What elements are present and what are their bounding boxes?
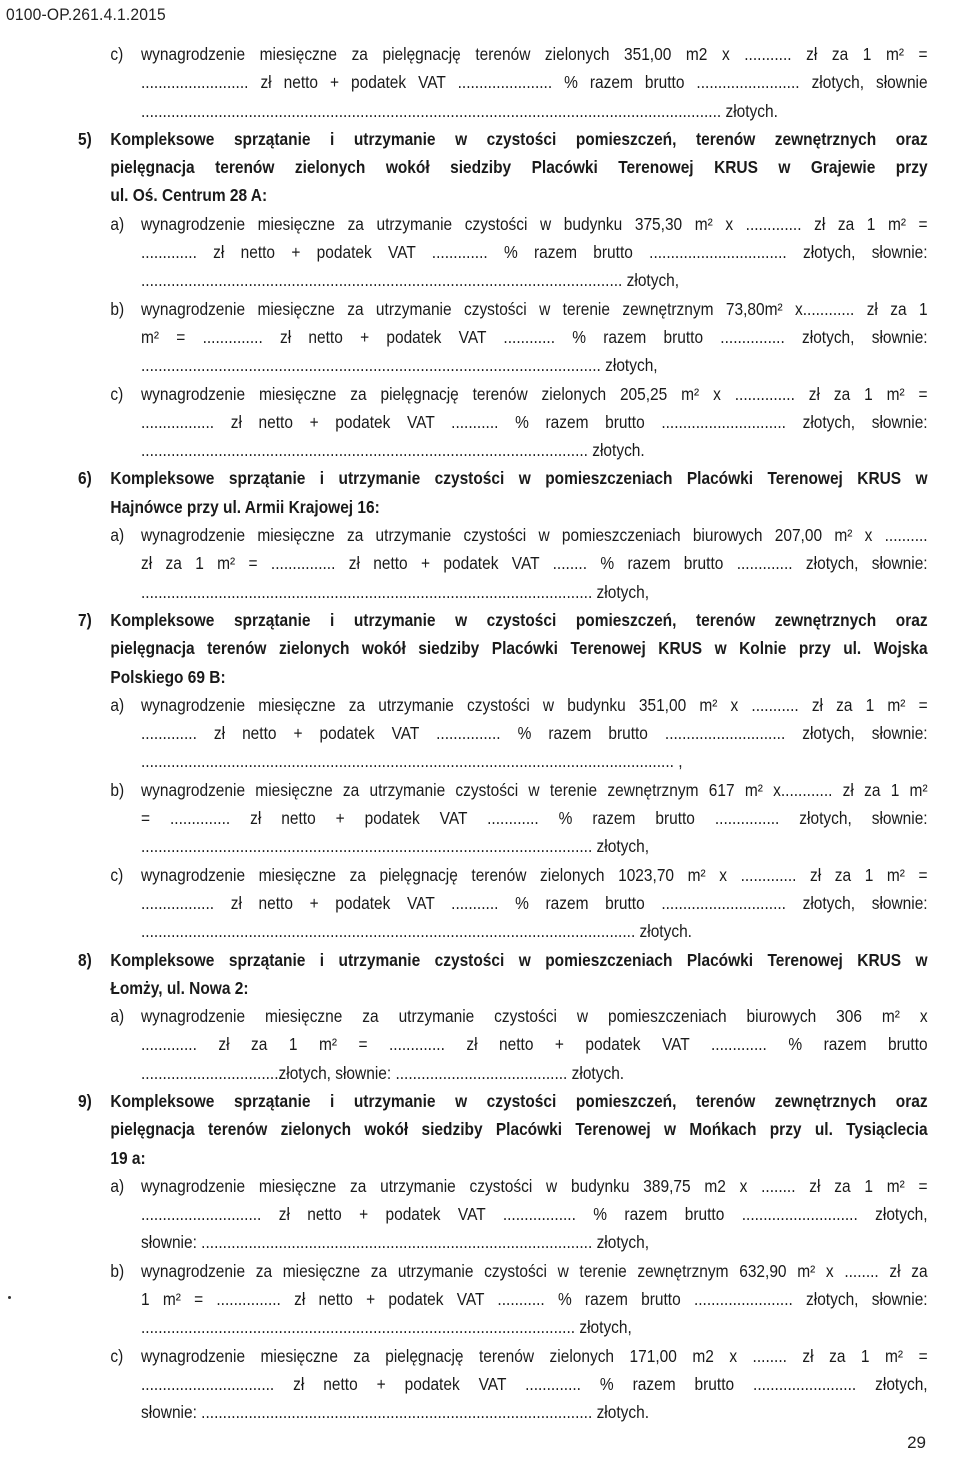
section-title-line: pielęgnacja terenów zielonych wokół siedziby Placówki Terenowej KRUS w Grajewie przy (110, 157, 928, 178)
sub-line: wynagrodzenie za miesięczne za utrzymanie czystości w terenie zewnętrznym 632,90 m² x ........ zł za (141, 1260, 928, 1281)
sub-item (110, 210, 927, 295)
section-title (110, 946, 927, 1003)
section-title-line: ul. Oś. Centrum 28 A: (110, 185, 268, 206)
sub-label: a) (110, 213, 125, 234)
sub-line: słownie: ........................................................................................... złotych. (141, 1402, 650, 1423)
sub-line: ......................................................................................................... złotych, (141, 581, 650, 602)
sub-line: ..................................................................................................... złotych, (141, 1317, 632, 1338)
intro-sub-c (110, 40, 927, 125)
sub-line: wynagrodzenie miesięczne za pielęgnację terenów zielonych 1023,70 m² x ............. zł za 1 m² = (141, 864, 928, 885)
section-title-line: Polskiego 69 B: (110, 666, 226, 687)
section-title (110, 606, 927, 691)
sub-label: b) (110, 1260, 125, 1281)
section-title-line: Hajnówce przy ul. Armii Krajowej 16: (110, 496, 380, 517)
sub-line: ......................... zł netto + podatek VAT ...................... % razem brutto ........................ złotych, słownie (141, 72, 928, 93)
scan-dot (8, 1296, 11, 1299)
section-title-line: pielęgnacja terenów zielonych wokół siedziby Placówki Terenowej w Mońkach przy ul. Tysiąclecia (110, 1119, 928, 1140)
sub-line: ......................................................................................................... złotych, (141, 836, 650, 857)
section-title-line: Kompleksowe sprzątanie i utrzymanie w czystości pomieszczeń, terenów zewnętrznych oraz (110, 1090, 928, 1111)
sub-item (110, 1172, 927, 1257)
sub-line: 1 m² = ............... zł netto + podatek VAT ........... % razem brutto ....................... złotych, słownie: (141, 1289, 928, 1310)
items-list (78, 125, 928, 1427)
section-title-line: Kompleksowe sprzątanie i utrzymanie czystości w pomieszczeniach Placówki Terenowej KRUS w (110, 949, 928, 970)
sub-item (110, 295, 927, 380)
sub-line: m² = .............. zł netto + podatek VAT ............ % razem brutto ............... złotych, słownie: (141, 326, 928, 347)
sub-item (110, 1257, 927, 1342)
sub-label: a) (110, 1006, 125, 1027)
sub-line: ................................złotych, słownie: ........................................ złotych. (141, 1062, 625, 1083)
section-title-line: Kompleksowe sprzątanie i utrzymanie w czystości pomieszczeń, terenów zewnętrznych oraz (110, 609, 928, 630)
sub-line: zł za 1 m² = ............... zł netto + podatek VAT ........ % razem brutto ............. złotych, słownie: (141, 553, 928, 574)
section-title-line: Kompleksowe sprzątanie i utrzymanie czystości w pomieszczeniach Placówki Terenowej KRUS w (110, 468, 928, 489)
sub-label: a) (110, 1175, 125, 1196)
sub-line: ........................................................................................................... złotych, (141, 355, 658, 376)
sub-item (110, 691, 927, 776)
sub-line: wynagrodzenie miesięczne za utrzymanie czystości w pomieszczeniach biurowych 207,00 m² x .......... (141, 525, 928, 546)
sub-line: wynagrodzenie miesięczne za utrzymanie czystości w terenie zewnętrznym 73,80m² x............ zł za 1 (141, 298, 928, 319)
section-number: 9) (78, 1090, 92, 1111)
sub-line: wynagrodzenie miesięczne za utrzymanie czystości w terenie zewnętrznym 617 m² x............ zł za 1 m² (141, 779, 928, 800)
section-title-line: Łomży, ul. Nowa 2: (110, 977, 249, 998)
sub-line: wynagrodzenie miesięczne za pielęgnację terenów zielonych 171,00 m2 x ........ zł za 1 m² = (141, 1345, 928, 1366)
section-title (110, 125, 927, 210)
section-item (78, 125, 928, 465)
sub-line: ................. zł netto + podatek VAT ........... % razem brutto ............................. złotych, słownie: (141, 411, 928, 432)
sub-line: wynagrodzenie miesięczne za utrzymanie czystości w pomieszczeniach biurowych 306 m² x (141, 1006, 928, 1027)
section-item (78, 1087, 928, 1427)
section-number: 7) (78, 609, 92, 630)
page-number: 29 (907, 1433, 926, 1452)
section-item (78, 946, 928, 1087)
sub-line: ....................................................................................................................................... złotych. (141, 100, 778, 121)
sub-line: ................................................................................................................ złotych, (141, 270, 680, 291)
section-number: 8) (78, 949, 92, 970)
sub-label: c) (110, 44, 124, 64)
sub-item (110, 521, 927, 606)
sub-line: wynagrodzenie miesięczne za pielęgnację terenów zielonych 205,25 m² x .............. zł za 1 m² = (141, 383, 928, 404)
document-code: 0100-OP.261.4.1.2015 (6, 5, 166, 24)
sub-item (110, 861, 927, 946)
sub-line: ............................... zł netto + podatek VAT ............. % razem brutto ........................ złotych, (141, 1373, 928, 1394)
sub-item (110, 776, 927, 861)
sub-line: ............. zł netto + podatek VAT ............. % razem brutto ................................ złotych, słownie: (141, 242, 928, 263)
section-title-line: pielęgnacja terenów zielonych wokół siedziby Placówki Terenowej KRUS w Kolnie przy ul. Wojska (110, 638, 928, 659)
section-item (78, 464, 928, 605)
sub-line: ................................................................................................................... złotych. (141, 921, 692, 942)
sub-label: a) (110, 694, 125, 715)
sub-item (110, 1342, 927, 1427)
sub-line: wynagrodzenie miesięczne za utrzymanie czystości w budynku 375,30 m² x ............. zł za 1 m² = (141, 213, 928, 234)
sub-item (110, 1002, 927, 1087)
document-body (78, 40, 928, 1427)
sub-line: wynagrodzenie miesięczne za utrzymanie czystości w budynku 351,00 m² x ........... zł za 1 m² = (141, 694, 928, 715)
section-number: 6) (78, 468, 92, 489)
sub-line: słownie: ........................................................................................... złotych, (141, 1232, 650, 1253)
sub-label: c) (110, 383, 124, 404)
sub-line: = .............. zł netto + podatek VAT ............ % razem brutto ............... złotych, słownie: (141, 808, 928, 829)
section-item (78, 606, 928, 946)
sub-label: b) (110, 779, 125, 800)
section-number: 5) (78, 128, 92, 149)
sub-label: c) (110, 1345, 124, 1366)
section-title-line: 19 a: (110, 1147, 146, 1168)
sub-label: a) (110, 525, 125, 546)
sub-line: ............. zł za 1 m² = ............. zł netto + podatek VAT ............. % razem brutto (141, 1034, 928, 1055)
sub-line: wynagrodzenie miesięczne za utrzymanie czystości w budynku 389,75 m2 x ........ zł za 1 m² = (141, 1175, 928, 1196)
sub-label: b) (110, 298, 125, 319)
section-title (110, 1087, 927, 1172)
section-title (110, 464, 927, 521)
sub-line: ............. zł netto + podatek VAT ............... % razem brutto ............................ złotych, słownie: (141, 723, 928, 744)
sub-item (110, 380, 927, 465)
sub-label: c) (110, 864, 124, 885)
sub-line: ........................................................................................................ złotych. (141, 440, 645, 461)
sub-line: ............................ zł netto + podatek VAT ................. % razem brutto ........................... złotych, (141, 1204, 928, 1225)
section-title-line: Kompleksowe sprzątanie i utrzymanie w czystości pomieszczeń, terenów zewnętrznych oraz (110, 128, 928, 149)
sub-line: wynagrodzenie miesięczne za pielęgnację terenów zielonych 351,00 m2 x ........... zł za 1 m² = (141, 44, 928, 64)
sub-line: ................. zł netto + podatek VAT ........... % razem brutto ............................. złotych, słownie: (141, 892, 928, 913)
sub-line: ............................................................................................................................ , (141, 751, 683, 772)
